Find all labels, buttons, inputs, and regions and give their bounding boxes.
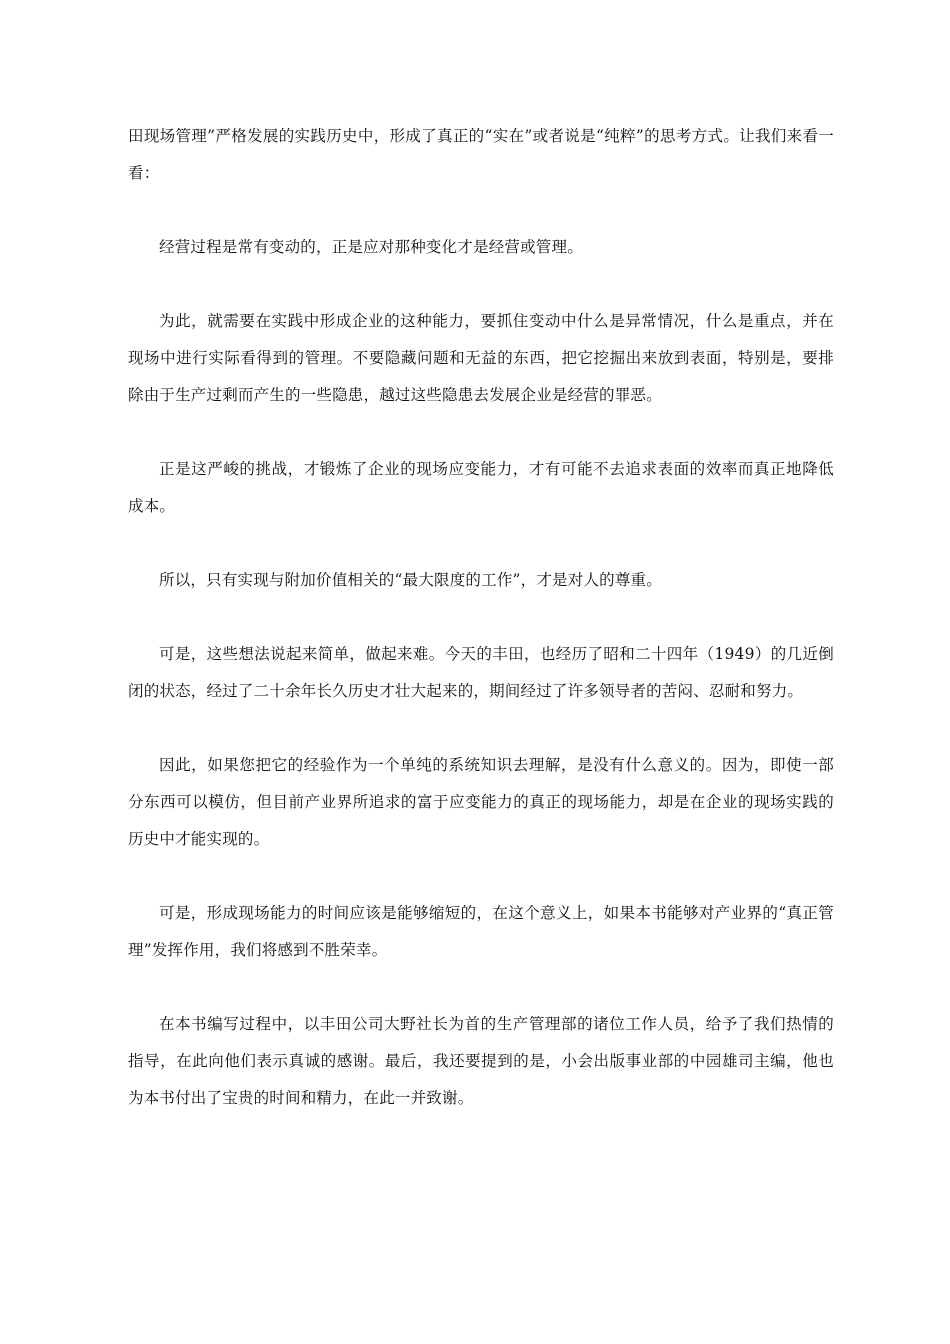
paragraph-4: 正是这严峻的挑战，才锻炼了企业的现场应变能力，才有可能不去追求表面的效率而真正地降低成本。 [128, 460, 834, 515]
paragraph-6: 可是，这些想法说起来简单，做起来难。今天的丰田，也经历了昭和二十四年（1949）的几近倒闭的状态，经过了二十余年长久历史才壮大起来的，期间经过了许多领导者的苦闷、忍耐和努力。 [128, 645, 834, 700]
paragraph-5: 所以，只有实现与附加价值相关的“最大限度的工作”，才是对人的尊重。 [159, 571, 662, 589]
document-body [128, 118, 834, 1154]
paragraph-7: 因此，如果您把它的经验作为一个单纯的系统知识去理解，是没有什么意义的。因为，即使一部分东西可以模仿，但目前产业界所追求的富于应变能力的真正的现场能力，却是在企业的现场实践的历史中才能实现的。 [128, 756, 834, 848]
paragraph-2: 经营过程是常有变动的，正是应对那种变化才是经营或管理。 [159, 238, 583, 256]
paragraph-8: 可是，形成现场能力的时间应该是能够缩短的，在这个意义上，如果本书能够对产业界的“真正管理”发挥作用，我们将感到不胜荣幸。 [128, 904, 834, 959]
paragraph-3: 为此，就需要在实践中形成企业的这种能力，要抓住变动中什么是异常情况，什么是重点，并在现场中进行实际看得到的管理。不要隐藏问题和无益的东西，把它挖掘出来放到表面，特别是，要排除由于生产过剩而产生的一些隐患，越过这些隐患去发展企业是经营的罪恶。 [128, 312, 834, 404]
paragraph-1: 田现场管理”严格发展的实践历史中，形成了真正的“实在”或者说是“纯粹”的思考方式。让我们来看一看： [128, 127, 834, 182]
paragraph-9: 在本书编写过程中，以丰田公司大野社长为首的生产管理部的诸位工作人员，给予了我们热情的指导，在此向他们表示真诚的感谢。最后，我还要提到的是，小会出版事业部的中园雄司主编，他也为本书付出了宝贵的时间和精力，在此一并致谢。 [128, 1015, 834, 1107]
